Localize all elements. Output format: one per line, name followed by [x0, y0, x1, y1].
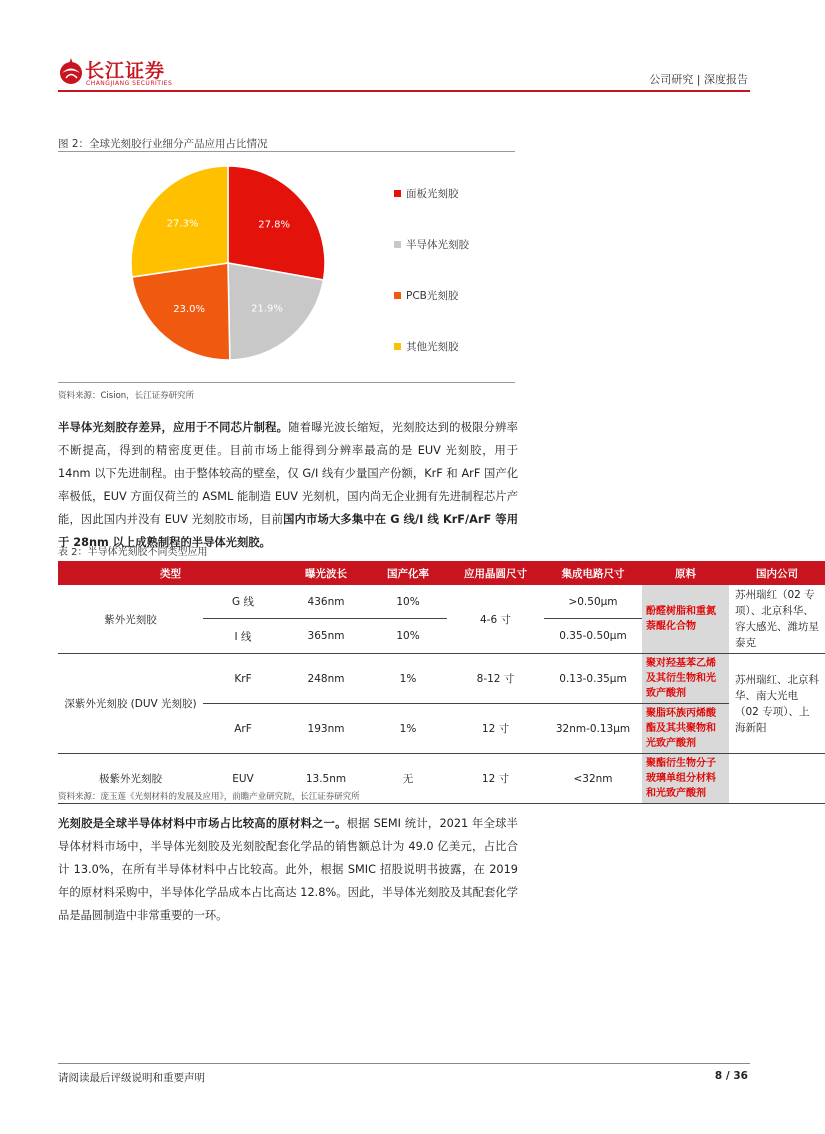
th-ic-size: 集成电路尺寸	[544, 561, 642, 585]
cell-sub: I 线	[203, 619, 283, 654]
table-source: 资料来源：庞玉莲《光刻材料的发展及应用》，前瞻产业研究院，长江证券研究所	[58, 792, 360, 802]
cell-sub: G 线	[203, 585, 283, 619]
logo-text: 长江证券	[85, 60, 166, 82]
cell-rate: 10%	[369, 585, 447, 619]
th-wafer-size: 应用晶圆尺寸	[447, 561, 544, 585]
paragraph-market-share	[58, 812, 518, 927]
cell-companies: 苏州瑞红、北京科华、南大光电（02 专项）、上海新阳	[729, 654, 825, 754]
th-companies: 国内公司	[729, 561, 825, 585]
cell-wafer: 4-6 寸	[447, 585, 544, 654]
page-number: 8 / 36	[714, 1070, 748, 1082]
legend-label: 其他光刻胶	[406, 341, 459, 353]
legend-swatch	[394, 241, 401, 248]
para2-body: 根据 SEMI 统计，2021 年全球半导体材料市场中，半导体光刻胶及光刻胶配套化学品的销售额总计为 49.0 亿美元，占比合计 13.0%，在所有半导体材料中占比较高。此外，根据 SMIC 招股说明书披露，在 2019 年的原材料采购中，半导体化学品成本占比高达 12.8%。因此，半导体光刻胶及其配套化学品是晶圆制造中非常重要的一环。	[58, 817, 518, 922]
legend-label: PCB光刻胶	[406, 290, 459, 302]
para2-lead: 光刻胶是全球半导体材料中市场占比较高的原材料之一。	[58, 817, 347, 830]
legend-item-4	[394, 339, 459, 354]
pie-label-3: 23.0%	[173, 303, 205, 315]
group-euv: 极紫外光刻胶	[58, 754, 203, 804]
para1-tail: 国内市场大多集中在 G 线/I 线 KrF/ArF 等用于 28nm 以上成熟制程的半导体光刻胶。	[58, 513, 518, 549]
pie-label-1: 27.8%	[258, 219, 290, 231]
report-category: 公司研究 | 深度报告	[649, 73, 748, 86]
footer-divider	[58, 1063, 750, 1064]
cell-companies: 苏州瑞红（02 专项）、北京科华、容大感光、潍坊星泰克	[729, 585, 825, 654]
cell-ic: 0.13-0.35μm	[544, 654, 642, 704]
cell-ic: 32nm-0.13μm	[544, 704, 642, 754]
cell-companies-empty	[729, 754, 825, 804]
cell-wave: 13.5nm	[283, 754, 369, 804]
cell-rate: 1%	[369, 654, 447, 704]
legend-swatch	[394, 190, 401, 197]
table-row	[58, 585, 825, 619]
pie-chart	[128, 163, 328, 363]
logo-icon	[58, 56, 84, 86]
cell-ic: 0.35-0.50μm	[544, 619, 642, 654]
cell-rate: 10%	[369, 619, 447, 654]
th-wavelength: 曝光波长	[283, 561, 369, 585]
legend-item-2	[394, 237, 469, 252]
figure-source: 资料来源：Cision，长江证券研究所	[58, 391, 195, 401]
cell-wafer: 12 寸	[447, 704, 544, 754]
cell-ic: >0.50μm	[544, 585, 642, 619]
th-localization-rate: 国产化率	[369, 561, 447, 585]
legend-label: 面板光刻胶	[406, 188, 459, 200]
para1-body: 随着曝光波长缩短，光刻胶达到的极限分辨率不断提高，得到的精密度更佳。目前市场上能得到分辨率最高的是 EUV 光刻胶，用于 14nm 以下先进制程。由于整体较高的壁垒，仅 G/I 线有少量国产份额，KrF 和 ArF 国产化率极低，EUV 方面仅荷兰的 ASML 能制造 EUV 光刻机，国内尚无企业拥有先进制程芯片产能，因此国内并没有 EUV 光刻胶市场，目前	[58, 421, 518, 526]
cell-sub: KrF	[203, 654, 283, 704]
cell-wave: 248nm	[283, 654, 369, 704]
cell-rate: 无	[369, 754, 447, 804]
legend-label: 半导体光刻胶	[406, 239, 469, 251]
cell-material: 聚脂环族丙烯酸酯及其共聚物和光致产酸剂	[642, 704, 729, 754]
table-row	[58, 654, 825, 704]
para1-lead: 半导体光刻胶存差异，应用于不同芯片制程。	[58, 421, 289, 434]
cell-sub: ArF	[203, 704, 283, 754]
legend-swatch	[394, 292, 401, 299]
cell-material: 酚醛树脂和重氮萘醌化合物	[642, 585, 729, 654]
paragraph-photoresist-types	[58, 416, 518, 554]
figure-bottom-rule	[58, 382, 515, 383]
group-duv: 深紫外光刻胶 (DUV 光刻胶)	[58, 654, 203, 754]
pie-label-2: 21.9%	[251, 303, 283, 315]
legend-item-3	[394, 288, 458, 303]
photoresist-table	[58, 561, 819, 804]
cell-wafer: 12 寸	[447, 754, 544, 804]
table-title: 表 2：半导体光刻胶不同类型应用	[58, 547, 208, 558]
legend-swatch	[394, 343, 401, 350]
header-divider	[58, 90, 750, 92]
footer-notice: 请阅读最后评级说明和重要声明	[58, 1072, 205, 1084]
table-header-row	[58, 561, 825, 585]
pie-label-4: 27.3%	[166, 218, 199, 230]
legend-item-1	[394, 186, 459, 201]
cell-wafer: 8-12 寸	[447, 654, 544, 704]
group-uv: 紫外光刻胶	[58, 585, 203, 654]
logo-subtext: CHANGJIANG SECURITIES	[86, 80, 173, 87]
th-material: 原料	[642, 561, 729, 585]
cell-wave: 436nm	[283, 585, 369, 619]
th-type: 类型	[58, 561, 283, 585]
cell-material: 聚酯衍生物分子玻璃单组分材料和光致产酸剂	[642, 754, 729, 804]
cell-ic: <32nm	[544, 754, 642, 804]
cell-material: 聚对羟基苯乙烯及其衍生物和光致产酸剂	[642, 654, 729, 704]
figure-top-rule	[58, 151, 515, 152]
cell-wave: 193nm	[283, 704, 369, 754]
cell-sub: EUV	[203, 754, 283, 804]
cell-rate: 1%	[369, 704, 447, 754]
cell-wave: 365nm	[283, 619, 369, 654]
figure-title: 图 2：全球光刻胶行业细分产品应用占比情况	[58, 138, 268, 150]
